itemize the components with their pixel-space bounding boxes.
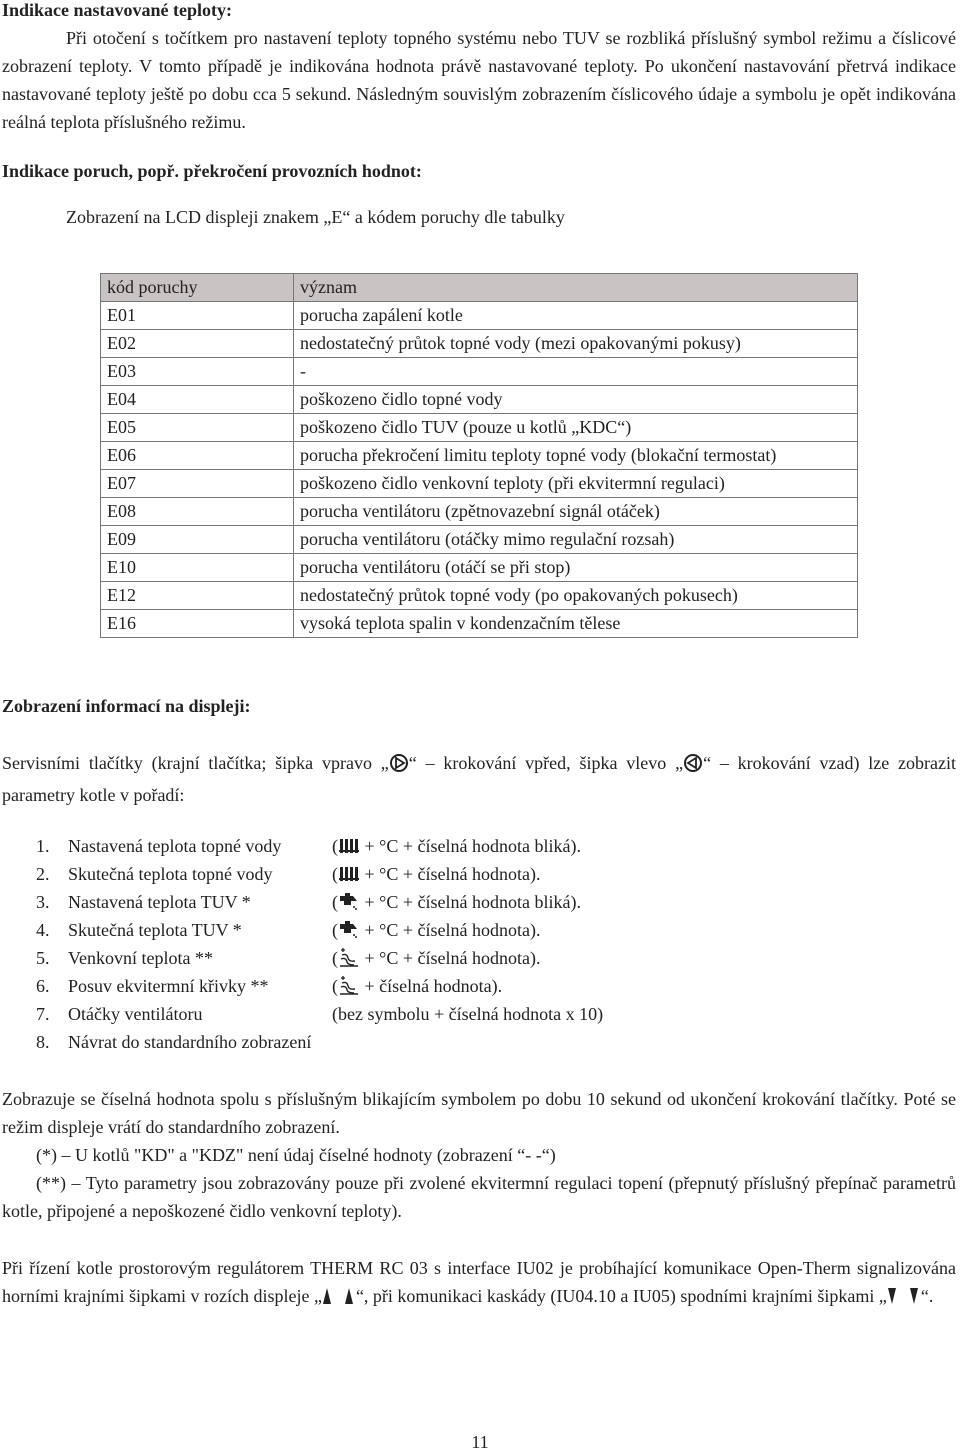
radiator-icon [339,835,359,863]
arrow-right-button-icon [389,753,409,781]
list-item-number: 5. [36,948,50,968]
header-meaning: význam [294,274,858,302]
header-code: kód poruchy [101,274,294,302]
note-double-star: (**) – Tyto parametry jsou zobrazovány pouze při zvolené ekvitermní regulaci topení (přepnutý příslušný přepínač parametrů kotle, připojené a nepoškozené čidlo venkovní teploty). [2,1173,956,1221]
fault-code-cell: E07 [101,470,294,498]
fault-code-cell: E09 [101,526,294,554]
fault-code-cell: E16 [101,610,294,638]
list-item-description-text: + °C + číselná hodnota). [360,948,541,968]
list-item-description [332,916,540,947]
fault-meaning-cell: vysoká teplota spalin v kondenzačním tělese [294,610,858,638]
list-item-description-text: + číselná hodnota). [360,976,503,996]
outdoor-icon [339,947,359,975]
fault-meaning-cell: porucha ventilátoru (otáčky mimo regulační rozsah) [294,526,858,554]
table-row [101,302,858,330]
tap-icon [339,891,359,919]
list-item-description-text: + °C + číselná hodnota). [360,920,541,940]
list-item [36,972,936,1000]
table-row [101,610,858,638]
table-row [101,386,858,414]
down-arrows-icon [887,1286,921,1314]
table-row [101,582,858,610]
page-number: 11 [471,1432,489,1452]
setpoint-heading: Indikace nastavované teploty: [2,0,233,20]
fault-meaning-cell: porucha ventilátoru (otáčí se při stop) [294,554,858,582]
list-item-description [332,972,502,1003]
table-row [101,358,858,386]
list-item-description [332,888,581,919]
radiator-icon [339,863,359,891]
fault-meaning-cell: poškozeno čidlo TUV (pouze u kotlů „KDC“) [294,414,858,442]
fault-meaning-cell: porucha ventilátoru (zpětnovazební signál otáček) [294,498,858,526]
fault-code-cell: E03 [101,358,294,386]
list-item-description [332,832,581,863]
table-row [101,330,858,358]
fault-meaning-cell: porucha zapálení kotle [294,302,858,330]
list-item-description [332,944,540,975]
table-row [101,498,858,526]
list-item-open-paren: ( [332,976,338,996]
list-item-description-text: + °C + číselná hodnota bliká). [360,836,581,856]
list-item-label: Nastavená teplota topné vody [68,836,282,856]
setpoint-paragraph: Při otočení s točítkem pro nastavení teploty topného systému nebo TUV se rozbliká příslušný symbol režimu a číslicové zobrazení teploty. V tomto případě je indikována hodnota právě nastavované teploty. Po ukončení nastavování přetrvá indikace nastavované teploty ještě po dobu cca 5 sekund. Následným souvislým zobrazením číslicového údaje a symbolu je opět indikována reálná teplota příslušného režimu. [2,28,956,132]
table-row [101,414,858,442]
table-row [101,554,858,582]
list-item-label: Nastavená teplota TUV * [68,892,251,912]
list-item-description-text: (bez symbolu + číselná hodnota x 10) [332,1004,604,1024]
list-item [36,1000,936,1028]
list-item [36,1028,936,1056]
list-item-description [332,860,540,891]
fault-heading: Indikace poruch, popř. překročení provozních hodnot: [2,161,422,181]
fault-code-cell: E08 [101,498,294,526]
list-item-label: Skutečná teplota topné vody [68,864,273,884]
display-info-heading: Zobrazení informací na displeji: [2,696,251,716]
opentherm-text-2: “, při komunikaci kaskády (IU04.10 a IU05) spodními krajními šipkami „ [355,1286,887,1306]
fault-meaning-cell: - [294,358,858,386]
list-item-number: 2. [36,864,50,884]
opentherm-text-3: “. [920,1286,934,1306]
up-arrows-icon [322,1286,356,1314]
list-item-number: 7. [36,1004,50,1024]
list-item-number: 1. [36,836,50,856]
fault-meaning-cell: porucha překročení limitu teploty topné vody (blokační termostat) [294,442,858,470]
list-item-open-paren: ( [332,920,338,940]
list-item [36,832,936,860]
list-item-label: Posuv ekvitermní křivky ** [68,976,269,996]
list-item-label: Skutečná teplota TUV * [68,920,242,940]
fault-meaning-cell: poškozeno čidlo venkovní teploty (při ekvitermní regulaci) [294,470,858,498]
list-item-label: Návrat do standardního zobrazení [68,1032,312,1052]
fault-code-table [100,273,858,638]
fault-code-cell: E12 [101,582,294,610]
fault-code-cell: E01 [101,302,294,330]
display-info-paragraph [2,749,956,809]
display-info-text-3: “ – krokování vzad) lze zobrazit parametry kotle v pořadí: [2,753,957,805]
outdoor-icon [339,975,359,1003]
list-item-description-text: + °C + číselná hodnota bliká). [360,892,581,912]
list-item-open-paren: ( [332,892,338,912]
fault-code-cell: E02 [101,330,294,358]
list-item [36,860,936,888]
list-item [36,916,936,944]
fault-code-cell: E05 [101,414,294,442]
parameter-list [36,832,936,1056]
opentherm-paragraph [2,1254,956,1314]
arrow-left-button-icon [683,753,703,781]
opentherm-text-1: Při řízení kotle prostorovým regulátorem THERM RC 03 s interface IU02 je probíhající komunikace Open-Therm signalizována horními krajními šipkami v rozích displeje „ [2,1258,956,1306]
table-row [101,470,858,498]
setpoint-section [2,0,956,136]
tap-icon [339,919,359,947]
fault-code-cell: E06 [101,442,294,470]
fault-section [2,157,956,185]
list-item-open-paren: ( [332,948,338,968]
list-item [36,944,936,972]
list-item-number: 4. [36,920,50,940]
fault-meaning-cell: poškozeno čidlo topné vody [294,386,858,414]
list-item-description [332,1000,603,1028]
list-item-label: Otáčky ventilátoru [68,1004,203,1024]
fault-code-cell: E04 [101,386,294,414]
table-row [101,442,858,470]
fault-code-cell: E10 [101,554,294,582]
table-header-row [101,274,858,302]
display-note-paragraph: Zobrazuje se číselná hodnota spolu s příslušným blikajícím symbolem po dobu 10 sekund od ukončení krokování tlačítky. Poté se režim displeje vrátí do standardního zobrazení. [2,1089,956,1137]
list-item-description-text: + °C + číselná hodnota). [360,864,541,884]
list-item-number: 3. [36,892,50,912]
table-row [101,526,858,554]
list-item-open-paren: ( [332,864,338,884]
fault-meaning-cell: nedostatečný průtok topné vody (po opakovaných pokusech) [294,582,858,610]
list-item-number: 8. [36,1032,50,1052]
list-item [36,888,936,916]
list-item-open-paren: ( [332,836,338,856]
list-item-label: Venkovní teplota ** [68,948,213,968]
display-info-text-1: Servisními tlačítky (krajní tlačítka; šipka vpravo „ [2,753,389,773]
note-single-star: (*) – U kotlů "KD" a "KDZ" není údaj číselné hodnoty (zobrazení “- -“) [36,1145,556,1165]
display-note-section [2,1085,956,1225]
fault-intro: Zobrazení na LCD displeji znakem „E“ a kódem poruchy dle tabulky [66,207,565,227]
display-info-text-2: “ – krokování vpřed, šipka vlevo „ [408,753,684,773]
fault-meaning-cell: nedostatečný průtok topné vody (mezi opakovanými pokusy) [294,330,858,358]
display-info-section [2,692,956,720]
list-item-number: 6. [36,976,50,996]
